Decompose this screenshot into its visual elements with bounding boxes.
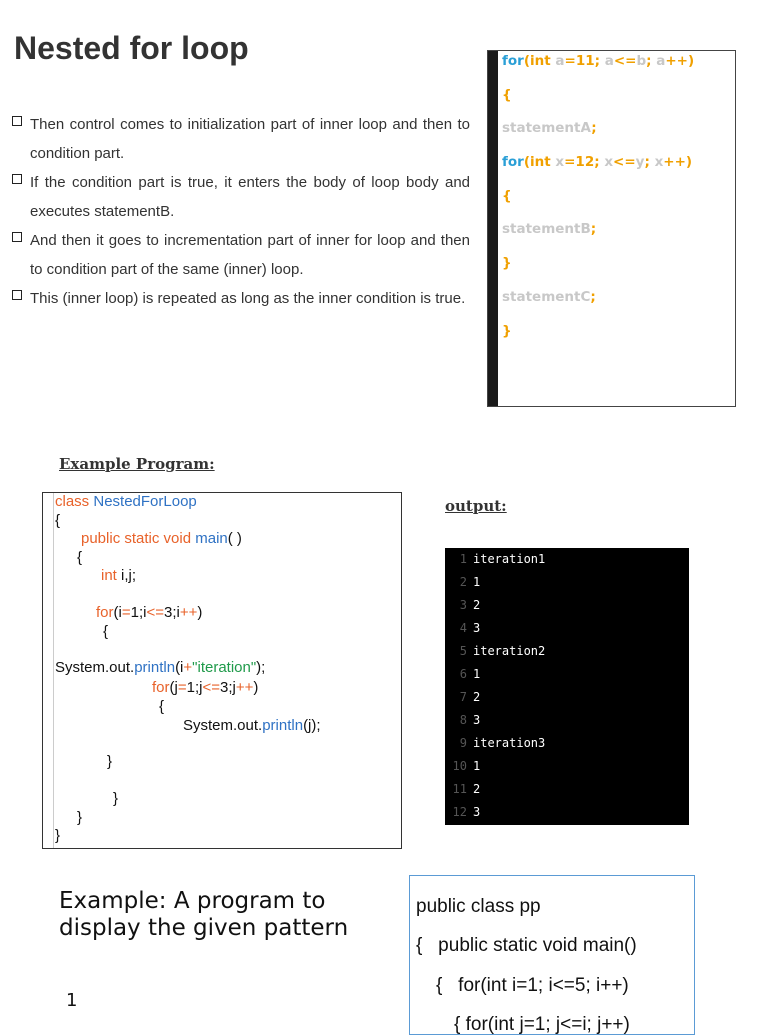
code-line: public static void main( ) — [81, 530, 242, 547]
page-title: Nested for loop — [14, 30, 249, 66]
example-program-code — [42, 492, 402, 849]
code-line: public class pp — [416, 896, 541, 917]
output-row: 4 3 — [459, 621, 481, 635]
code-line: System.out.println(i+"iteration"); — [55, 659, 266, 676]
output-row: 2 1 — [459, 575, 481, 589]
code-gutter — [488, 51, 498, 406]
code-line: int i,j; — [101, 567, 137, 584]
code-line: System.out.println(j); — [183, 717, 321, 734]
code-line: for(j=1;j<=3;j++) — [152, 679, 259, 696]
bullet-item: This (inner loop) is repeated as long as the inner condition is true. — [10, 284, 470, 313]
code-gutter — [53, 493, 54, 848]
code-line: { — [159, 698, 165, 715]
code-line: statementB; — [502, 221, 597, 238]
output-row: 1 iteration1 — [459, 552, 546, 566]
output-row: 11 2 — [452, 782, 481, 796]
code-line: class NestedForLoop — [55, 493, 197, 510]
checkbox-bullet-icon — [12, 232, 22, 242]
output-heading: output: — [445, 497, 507, 515]
code-line: { — [103, 623, 109, 640]
code-line: { — [502, 187, 512, 204]
checkbox-bullet-icon — [12, 174, 22, 184]
output-row: 3 2 — [459, 598, 481, 612]
code-line: } — [77, 809, 83, 826]
code-line: for(i=1;i<=3;i++) — [96, 604, 203, 621]
output-row: 8 3 — [459, 713, 481, 727]
checkbox-bullet-icon — [12, 290, 22, 300]
code-line: } — [502, 322, 512, 339]
bullet-item: If the condition part is true, it enters the body of loop body and executes statementB. — [10, 168, 470, 226]
output-row: 9 iteration3 — [459, 736, 546, 750]
example-pattern-heading: Example: A program to display the given pattern — [59, 888, 349, 941]
example-program-heading: Example Program: — [59, 455, 215, 473]
code-line: } — [55, 827, 61, 844]
bullet-list — [10, 110, 470, 313]
code-line: { — [77, 549, 83, 566]
checkbox-bullet-icon — [12, 116, 22, 126]
code-line: statementC; — [502, 288, 596, 305]
code-line: { for(int i=1; i<=5; i++) — [436, 975, 629, 996]
code-line: for(int a=11; a<=b; a++) — [502, 53, 695, 69]
pattern-line: 1 — [66, 990, 78, 1011]
output-row: 10 1 — [452, 759, 481, 773]
output-console — [445, 548, 689, 825]
code-line: } — [113, 790, 119, 807]
code-line: { for(int j=1; j<=i; j++) — [454, 1014, 630, 1035]
nested-loop-syntax-code — [487, 50, 736, 407]
bullet-item: Then control comes to initialization part of inner loop and then to condition part. — [10, 110, 470, 168]
output-row: 5 iteration2 — [459, 644, 546, 658]
pattern-program-code — [409, 875, 695, 1035]
output-row: 7 2 — [459, 690, 481, 704]
output-row: 12 3 — [452, 805, 481, 819]
bullet-item: And then it goes to incrementation part of inner for loop and then to condition part of the same (inner) loop. — [10, 226, 470, 284]
code-line: statementA; — [502, 120, 597, 137]
code-line: } — [107, 753, 113, 770]
code-line: { — [502, 86, 512, 103]
code-line: { public static void main() — [416, 935, 637, 956]
code-line: for(int x=12; x<=y; x++) — [502, 154, 693, 171]
code-line: { — [55, 512, 61, 529]
output-row: 6 1 — [459, 667, 481, 681]
code-line: } — [502, 255, 512, 272]
